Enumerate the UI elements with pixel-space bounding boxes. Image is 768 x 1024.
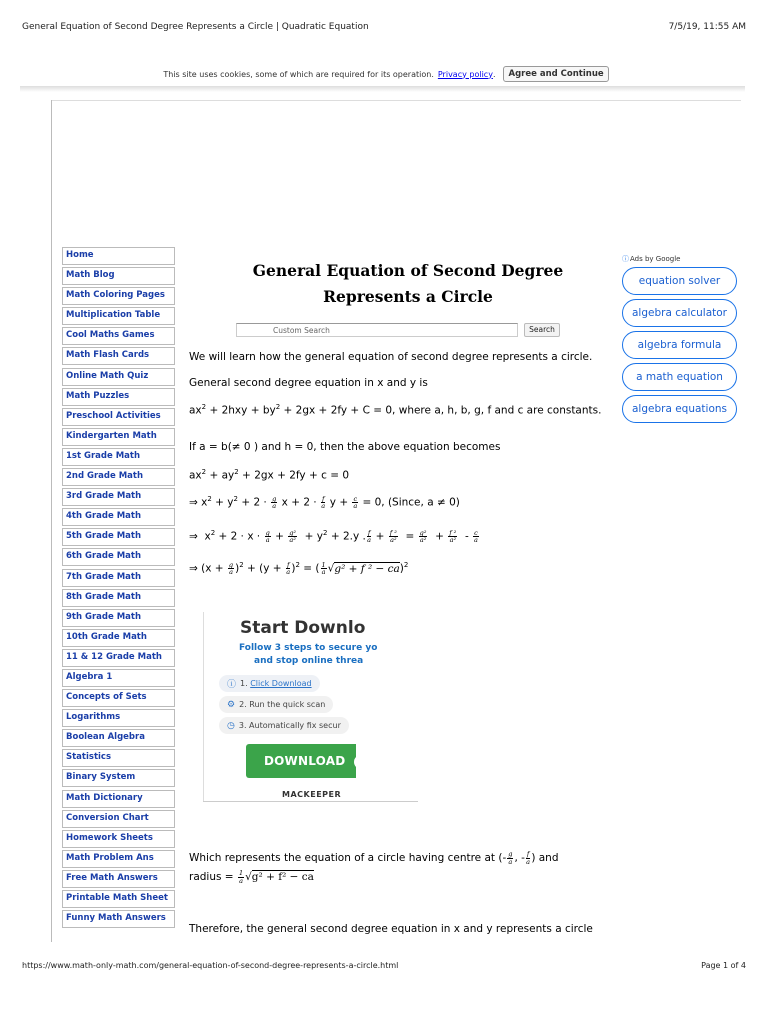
sidebar-item-cool-maths-games[interactable]: Cool Maths Games: [62, 327, 175, 345]
ad-subtitle-line2: and stop online threa: [254, 656, 364, 666]
ad-keyword-algebra-equations[interactable]: algebra equations: [622, 395, 737, 423]
sidebar-item-home[interactable]: Home: [62, 247, 175, 265]
cookie-banner-shadow: [20, 86, 745, 92]
sidebar-item-6th-grade-math[interactable]: 6th Grade Math: [62, 548, 175, 566]
paragraph-therefore: Therefore, the general second degree equation in x and y represents a circle: [189, 923, 593, 935]
print-footer-url: https://www.math-only-math.com/general-equation-of-second-degree-represents-a-circle.html: [22, 961, 399, 970]
paragraph-general: General second degree equation in x and y is: [189, 377, 428, 389]
sidebar-item-concepts-of-sets[interactable]: Concepts of Sets: [62, 689, 175, 707]
ad-download-label: DOWNLOAD: [264, 754, 346, 768]
print-header-datetime: 7/5/19, 11:55 AM: [668, 22, 746, 32]
info-icon: ⓘ: [622, 255, 629, 263]
sidebar-item-4th-grade-math[interactable]: 4th Grade Math: [62, 508, 175, 526]
sidebar-item-math-puzzles[interactable]: Math Puzzles: [62, 388, 175, 406]
sidebar-item-math-blog[interactable]: Math Blog: [62, 267, 175, 285]
sidebar-item-free-math-answers[interactable]: Free Math Answers: [62, 870, 175, 888]
sidebar-item-10th-grade-math[interactable]: 10th Grade Math: [62, 629, 175, 647]
ad-step-scan: [219, 696, 333, 713]
sidebar-item-8th-grade-math[interactable]: 8th Grade Math: [62, 589, 175, 607]
sidebar-nav: [62, 247, 175, 930]
privacy-policy-link[interactable]: Privacy policy: [437, 69, 493, 79]
sidebar-item-1st-grade-math[interactable]: 1st Grade Math: [62, 448, 175, 466]
arrow-circle-icon: [354, 755, 368, 769]
sidebar-item-online-math-quiz[interactable]: Online Math Quiz: [62, 368, 175, 386]
content-frame-left: [51, 100, 52, 942]
print-footer-page: Page 1 of 4: [701, 961, 746, 970]
ad-subtitle-line1: Follow 3 steps to secure yo: [239, 643, 378, 653]
sidebar-item-conversion-chart[interactable]: Conversion Chart: [62, 810, 175, 828]
cookie-text: This site uses cookies, some of which are required for its operation.: [163, 69, 434, 79]
sidebar-item-9th-grade-math[interactable]: 9th Grade Math: [62, 609, 175, 627]
sidebar-item-math-flash-cards[interactable]: Math Flash Cards: [62, 347, 175, 365]
ad-keyword-algebra-formula[interactable]: algebra formula: [622, 331, 737, 359]
sidebar-item-5th-grade-math[interactable]: 5th Grade Math: [62, 528, 175, 546]
ad-step-download: [219, 675, 320, 692]
ad-steps-clip: [203, 612, 356, 801]
sidebar-item-multiplication-table[interactable]: Multiplication Table: [62, 307, 175, 325]
equation-reduced: $ax^2 + ay^2 + 2gx + 2fy + c = 0$: [189, 468, 350, 482]
sidebar-item-binary-system[interactable]: Binary System: [62, 769, 175, 787]
ad-step3-label: 3. Automatically fix secur: [238, 721, 341, 730]
page-title: [207, 258, 609, 310]
sidebar-item-2nd-grade-math[interactable]: 2nd Grade Math: [62, 468, 175, 486]
ad-step1-num: 1.: [240, 679, 248, 688]
ad-keyword-equation-solver[interactable]: equation solver: [622, 267, 737, 295]
scan-icon: ⚙: [227, 699, 236, 710]
agree-continue-button[interactable]: Agree and Continue: [503, 66, 608, 82]
sidebar-item-logarithms[interactable]: Logarithms: [62, 709, 175, 727]
sidebar-item-3rd-grade-math[interactable]: 3rd Grade Math: [62, 488, 175, 506]
download-circle-icon: ⓘ: [227, 680, 237, 690]
ads-by-google[interactable]: [622, 254, 680, 264]
page-title-line2: Represents a Circle: [323, 287, 493, 306]
sidebar-item-11-12-grade-math[interactable]: 11 & 12 Grade Math: [62, 649, 175, 667]
ad-download-button[interactable]: [246, 744, 356, 778]
equation-step2: ⇒ $x^2 + 2 \cdot x$ ⋅ $\frac{g}{a}$ + $\frac{\text{g²}}{\text{a²}}$ + $y^2 + 2.y$ . $\frac{f}{a}$ + $\frac{\text{f ²}}{\text{a²}}$ = $\frac{\text{g²}}{\text{a²}}$ + $\frac{\text{f ²}}{\text{a²}}$ - $\frac{c}{a}$: [189, 528, 478, 544]
paragraph-intro: We will learn how the general equation of second degree represents a circle.: [189, 351, 593, 363]
sidebar-item-funny-math-answers[interactable]: Funny Math Answers: [62, 910, 175, 928]
sidebar-item-printable-math-sheet[interactable]: Printable Math Sheet: [62, 890, 175, 908]
ad-keyword-algebra-calculator[interactable]: algebra calculator: [622, 299, 737, 327]
sidebar-item-math-coloring-pages[interactable]: Math Coloring Pages: [62, 287, 175, 305]
paragraph-radius: radius = $\frac{1}{a}$ √g² + f² − ca: [189, 869, 314, 885]
equation-step1: ⇒ $x^2 + y^2 + 2$ ⋅ $\frac{g}{a}$ x + 2 ⋅ $\frac{f}{a}$ y + $\frac{c}{a}$ = 0, (Since, a ≠ 0): [189, 494, 460, 510]
sidebar-item-preschool-activities[interactable]: Preschool Activities: [62, 408, 175, 426]
ad-keyword-a-math-equation[interactable]: a math equation: [622, 363, 737, 391]
cookie-banner: [28, 62, 744, 86]
ad-title: Start Downlo: [240, 618, 366, 638]
paragraph-condition: If a = b(≠ 0 ) and h = 0, then the above equation becomes: [189, 441, 501, 453]
radius-text-pre: radius =: [189, 871, 234, 883]
sidebar-item-math-dictionary[interactable]: Math Dictionary: [62, 790, 175, 808]
paragraph-centre: Which represents the equation of a circle having centre at (- $\frac{g}{a}$ , - $\frac{f}{a}$ ) and: [189, 850, 559, 866]
ads-by-google-label: Ads by Google: [630, 255, 681, 263]
search-input[interactable]: Custom Search: [236, 323, 518, 337]
sidebar-item-homework-sheets[interactable]: Homework Sheets: [62, 830, 175, 848]
ad-step2-label: 2. Run the quick scan: [239, 700, 326, 709]
sidebar-item-kindergarten-math[interactable]: Kindergarten Math: [62, 428, 175, 446]
main-title-block: [189, 258, 609, 310]
sidebar-item-math-problem-ans[interactable]: Math Problem Ans: [62, 850, 175, 868]
search-button[interactable]: Search: [524, 323, 560, 337]
sidebar-item-boolean-algebra[interactable]: Boolean Algebra: [62, 729, 175, 747]
centre-text-pre: Which represents the equation of a circle having centre at (-: [189, 852, 507, 864]
equation-step3: ⇒ (x + $\frac{g}{a}$ )$^2$ + (y + $\frac{f}{a}$ )$^2$ = ( $\frac{1}{a}$ √g² + f ² − ca)$^2$: [189, 560, 409, 576]
sidebar-item-algebra-1[interactable]: Algebra 1: [62, 669, 175, 687]
custom-search: [236, 323, 566, 339]
cookie-period: .: [492, 69, 496, 79]
clock-icon: ◷: [227, 720, 235, 731]
sidebar-item-7th-grade-math[interactable]: 7th Grade Math: [62, 569, 175, 587]
print-header-title: General Equation of Second Degree Represents a Circle | Quadratic Equation: [22, 22, 369, 32]
ad-step-fix: [219, 717, 349, 734]
centre-text-post: ) and: [531, 852, 559, 864]
ad-step1-label: Click Download: [250, 679, 312, 688]
ad-brand-logo: MACKEEPER: [282, 790, 342, 799]
content-frame-top: [51, 100, 741, 101]
equation-general: $ax^2 + 2hxy + by^2 + 2gx + 2fy + C = 0$, where a, h, b, g, f and c are constants.: [189, 403, 602, 417]
page-title-line1: General Equation of Second Degree: [252, 261, 564, 280]
sidebar-item-statistics[interactable]: Statistics: [62, 749, 175, 767]
